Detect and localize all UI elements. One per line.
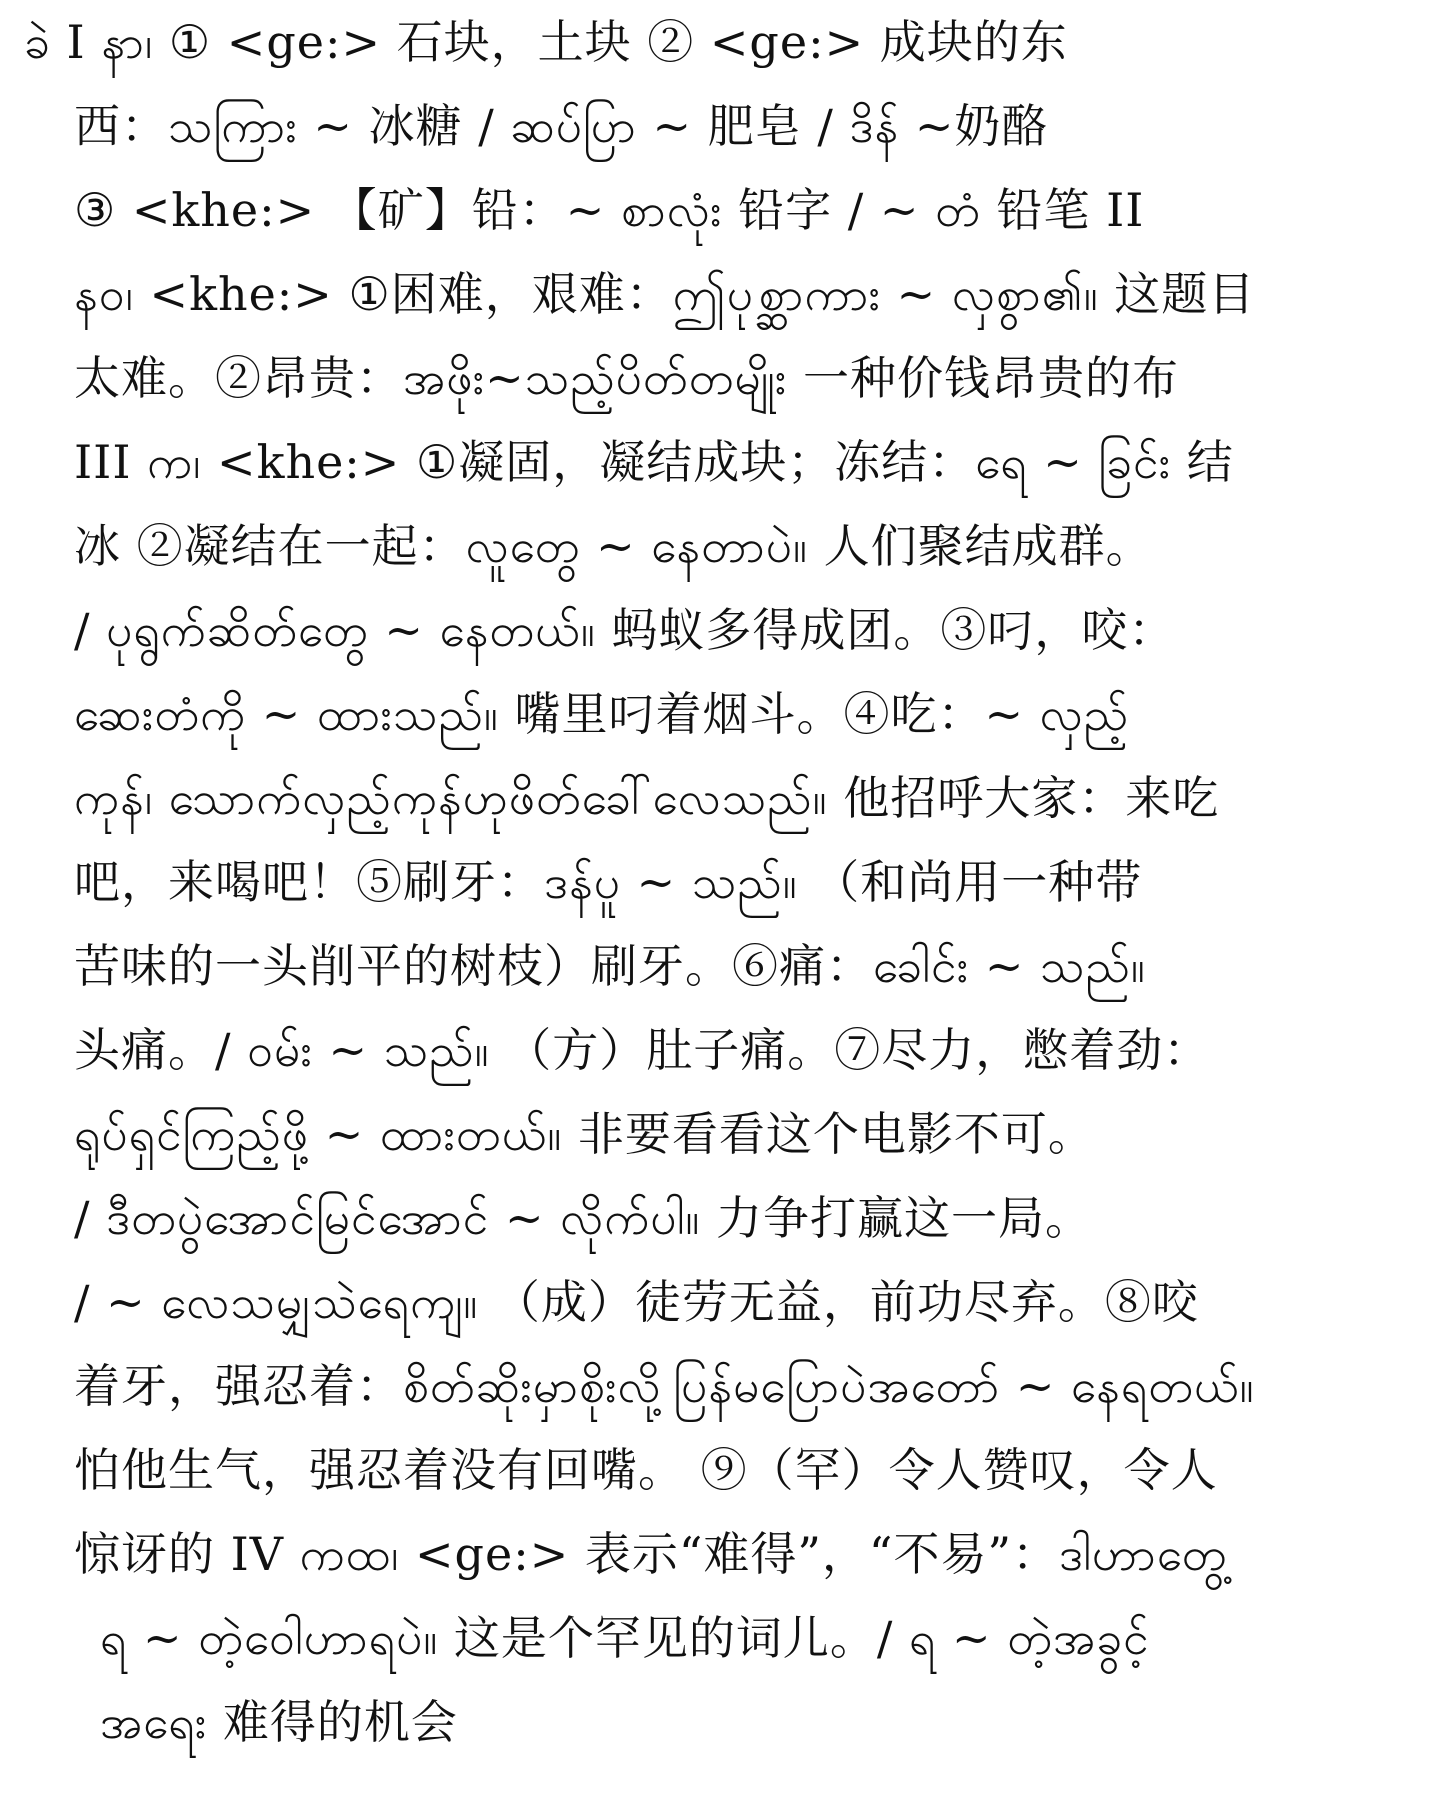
- entry-line-21: အရေး 难得的机会: [100, 1695, 458, 1749]
- entry-line-5: 太难。②昂贵：အဖိုး~သည့်ပိတ်တမျိုး 一种价钱昂贵的布: [74, 351, 1179, 405]
- entry-line-16: / ~ လေသမျှသဲရေကျ။ （成）徒劳无益，前功尽弃。⑧咬: [74, 1275, 1199, 1329]
- entry-line-10: ကုန်၊ သောက်လှည့်ကုန်ဟုဖိတ်ခေါ်လေသည်။ 他招呼大家：来吃: [74, 771, 1220, 825]
- entry-line-14: ရုပ်ရှင်ကြည့်ဖို့ ~ ထားတယ်။ 非要看看这个电影不可。: [74, 1107, 1095, 1161]
- entry-line-2: 西：သကြား ~ 冰糖 / ဆပ်ပြာ ~ 肥皂 / ဒိန် ~奶酪: [74, 99, 1049, 153]
- entry-line-3: ③ <khe:> 【矿】铅：~ စာလုံး 铅字 / ~ တံ 铅笔 II: [74, 183, 1145, 237]
- entry-line-18: 怕他生气，强忍着没有回嘴。 ⑨（罕）令人赞叹，令人: [74, 1443, 1218, 1497]
- entry-line-6: III က၊ <khe:> ①凝固，凝结成块；冻结：ရေ ~ ခြင်း 结: [74, 435, 1234, 489]
- entry-line-20: ရ ~ တဲ့ဝေါဟာရပဲ။ 这是个罕见的词儿。/ ရ ~ တဲ့အခွင့်: [100, 1611, 1150, 1665]
- entry-line-12: 苦味的一头削平的树枝）刷牙。⑥痛：ခေါင်း ~ သည်။: [74, 939, 1146, 993]
- entry-line-1: ခဲ I နာ၊ ① <ge:> 石块，土块 ② <ge:> 成块的东: [24, 15, 1068, 69]
- entry-line-4: နဝ၊ <khe:> ①困难，艰难：ဤပုစ္ဆာကား ~ လှစွာ၏။ 这题目: [74, 267, 1256, 321]
- entry-line-17: 着牙，强忍着：စိတ်ဆိုးမှာစိုးလို့ပြန်မပြောပဲအတော် ~ နေရတယ်။: [74, 1359, 1255, 1413]
- entry-line-15: / ဒီတပွဲအောင်မြင်အောင် ~ လိုက်ပါ။ 力争打赢这一局。: [74, 1191, 1092, 1245]
- entry-line-11: 吧，来喝吧！⑤刷牙：ဒန်ပူ ~ သည်။ （和尚用一种带: [74, 855, 1143, 909]
- entry-line-7: 冰 ②凝结在一起：လူတွေ ~ နေတာပဲ။ 人们聚结成群。: [74, 519, 1153, 573]
- entry-line-9: ဆေးတံကို ~ ထားသည်။ 嘴里叼着烟斗。④吃：~ လှည့်: [74, 687, 1130, 741]
- entry-line-13: 头痛。/ ဝမ်း ~ သည်။ （方）肚子痛。⑦尽力，憋着劲：: [74, 1023, 1211, 1077]
- entry-line-19: 惊讶的 IV ကထ၊ <ge:> 表示“难得”，“不易”：ဒါဟာတွေ့: [74, 1527, 1228, 1581]
- entry-line-8: / ပုရွက်ဆိတ်တွေ ~ နေတယ်။ 蚂蚁多得成团。③叼，咬：: [74, 603, 1176, 657]
